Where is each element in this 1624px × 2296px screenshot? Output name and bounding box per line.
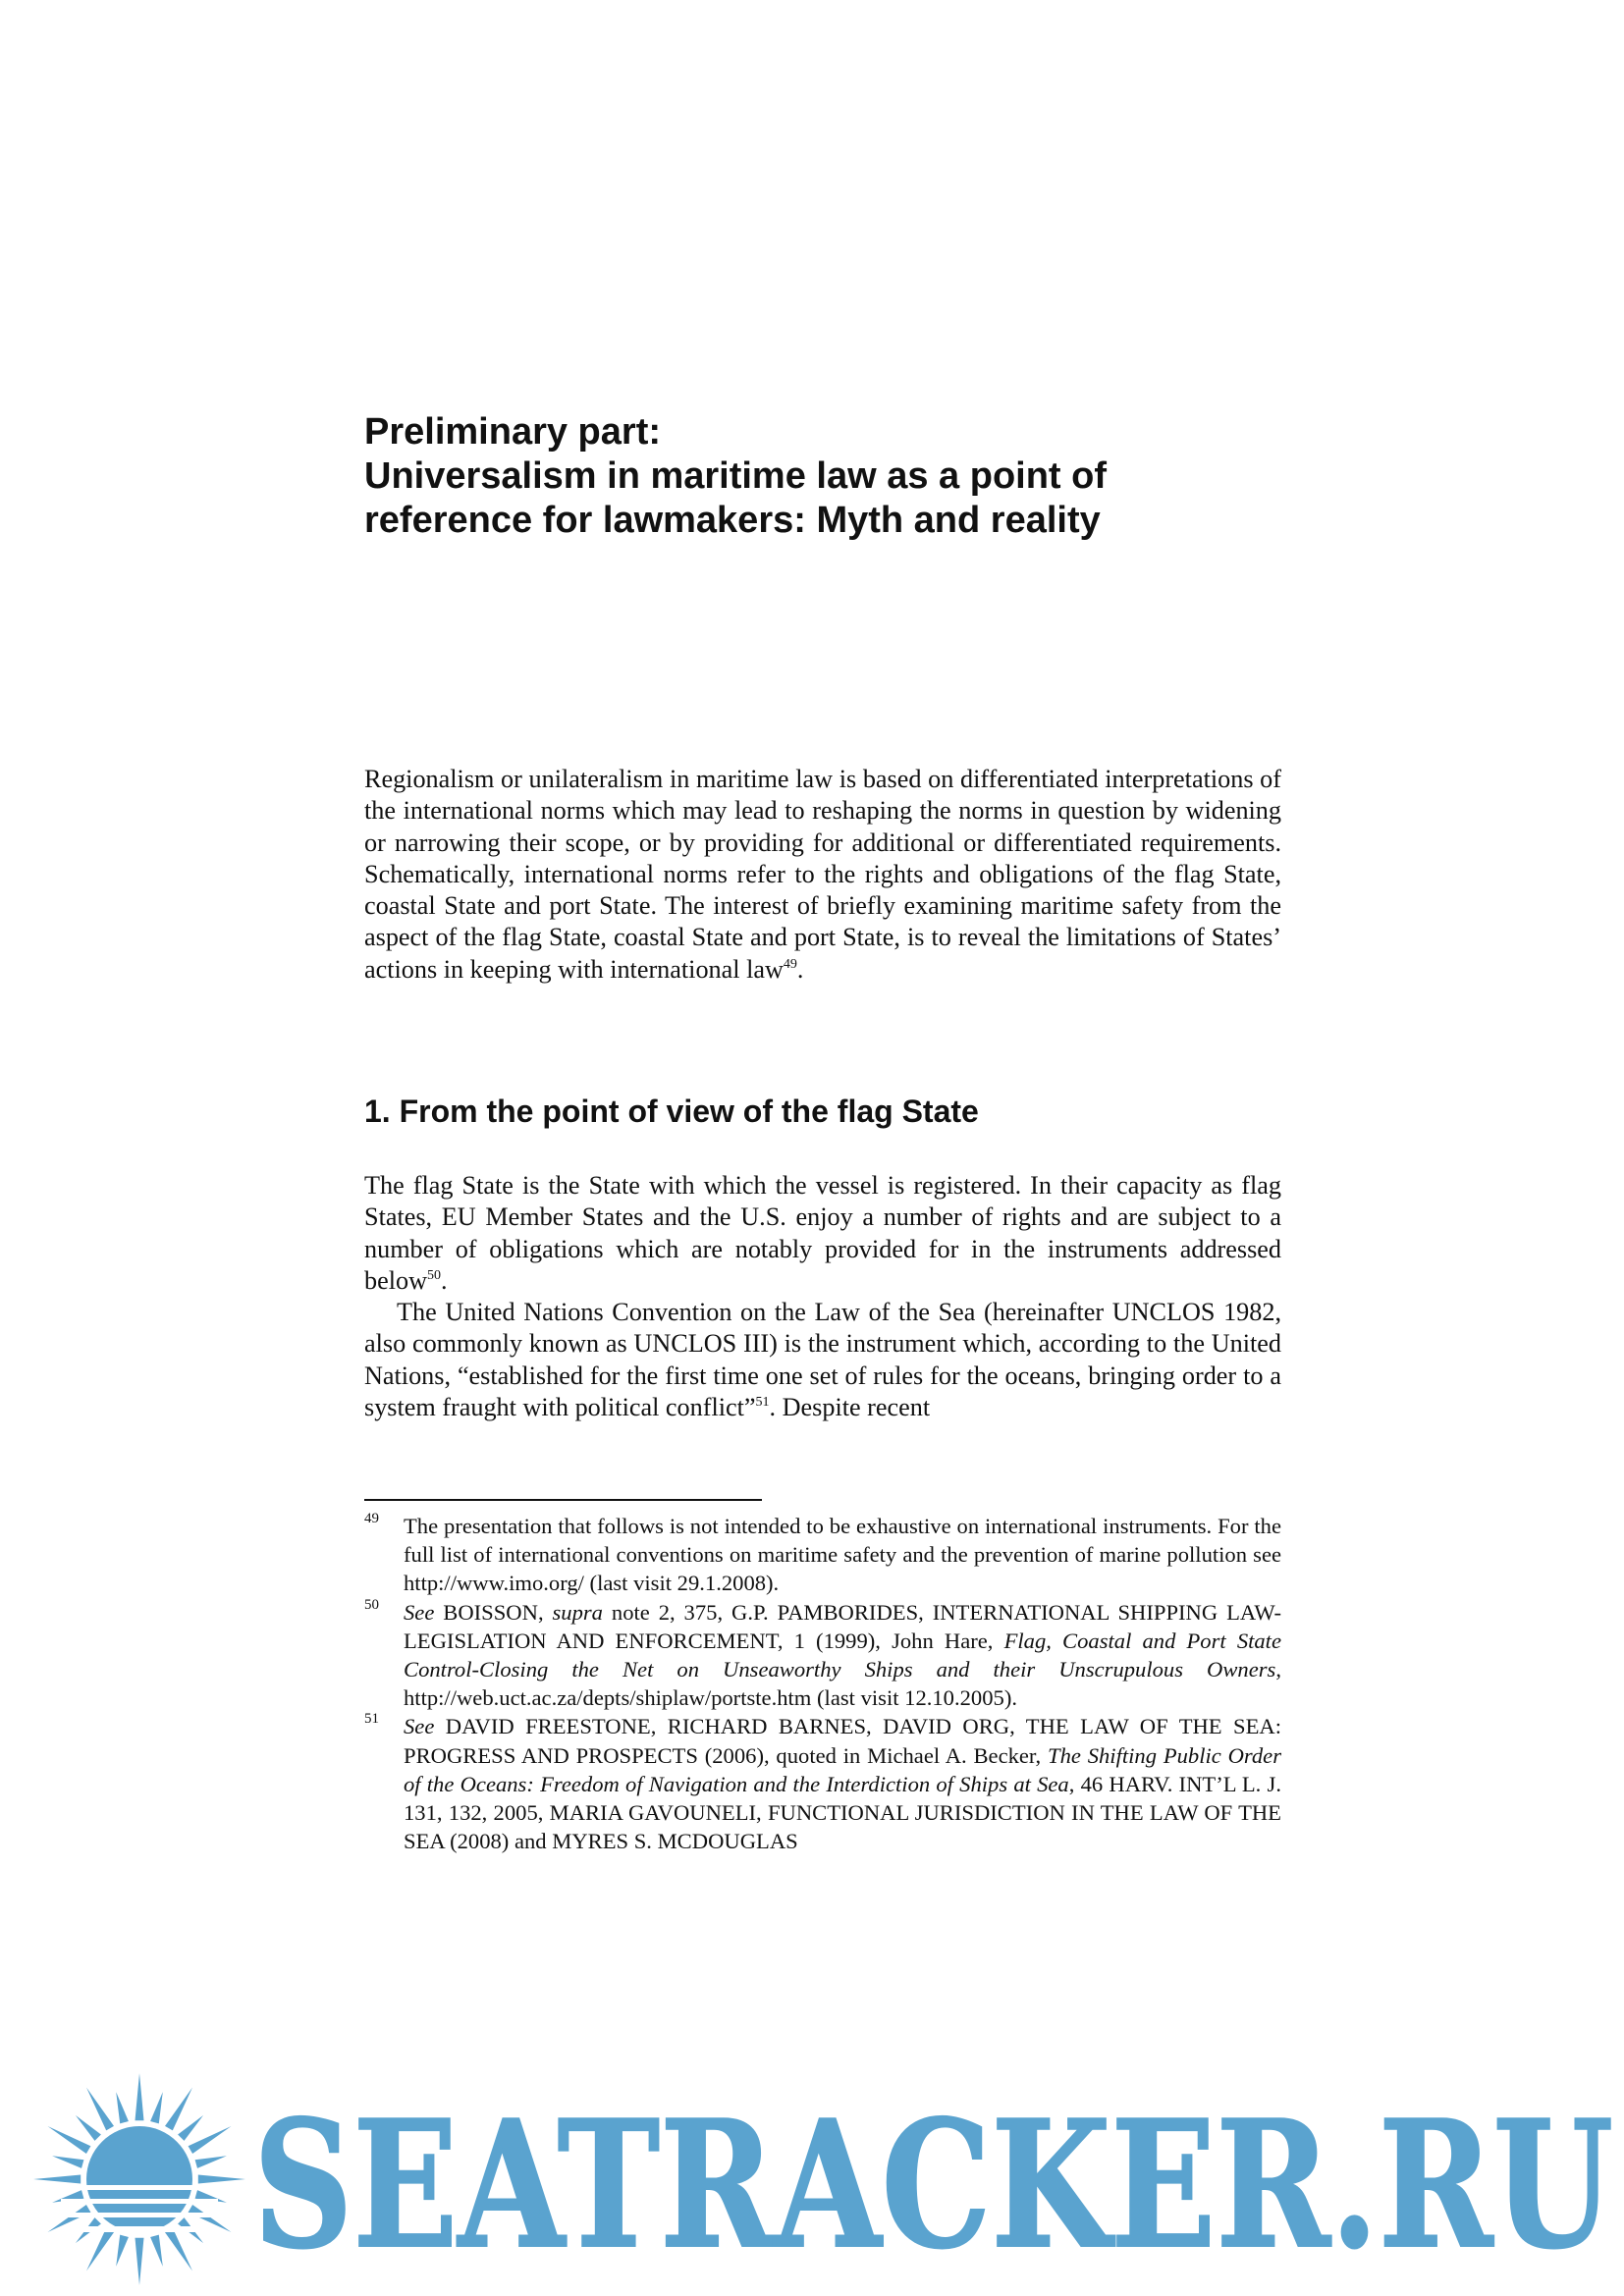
intro-paragraph <box>364 764 1281 986</box>
sun-ray <box>150 2235 163 2267</box>
sun-ray <box>198 2175 245 2184</box>
footnote-see: See <box>404 1599 435 1625</box>
sun-ray <box>86 2088 114 2131</box>
intro-end: . <box>796 954 804 984</box>
watermark <box>0 2061 1624 2296</box>
sun-ray <box>52 2156 83 2168</box>
section-body <box>364 1170 1281 1423</box>
footnote-ref-51[interactable]: 51 <box>755 1395 770 1411</box>
title-line-1: Preliminary part: <box>364 411 661 453</box>
footnote-text <box>404 1712 1281 1855</box>
sun-ray <box>135 2238 144 2285</box>
section-heading: 1. From the point of view of the flag State <box>364 1094 979 1129</box>
sun-ray <box>189 2126 232 2154</box>
paragraph-2-text: The United Nations Convention on the Law of the Sea (hereinafter UNCLOS 1982, also commonly known as UNCLOS III) is the instrument which, according to the United Nations, “established for the first time one set of rules for the oceans, bringing order to a system fraught with political conflict” <box>364 1298 1281 1422</box>
footnote-49 <box>364 1512 1281 1598</box>
section-paragraph-2 <box>364 1297 1281 1423</box>
sun-ray <box>48 2126 91 2154</box>
watermark-text <box>253 2099 1618 2266</box>
footnote-segment: DAVID FREESTONE, RICHARD BARNES, DAVID ORG, THE LAW OF THE SEA: PROGRESS AND PROSPECTS (2006), quoted in Michael A. Becker, <box>404 1714 1281 1768</box>
sun-ray <box>165 2228 192 2271</box>
footnote-segment: note 2, 375, G.P. PAMBORIDES, INTERNATIONAL SHIPPING LAW-LEGISLATION AND ENFORCEMENT, 1 (1999), John Hare, <box>404 1599 1281 1653</box>
sun-ray <box>178 2115 203 2141</box>
footnote-51 <box>364 1712 1281 1855</box>
footnote-see: See <box>404 1714 435 1739</box>
footnote-segment: BOISSON, <box>434 1599 553 1625</box>
paragraph-2-end: . Despite recent <box>769 1393 931 1422</box>
footnote-separator <box>364 1499 762 1501</box>
sun-ray <box>165 2088 192 2131</box>
footnote-number: 50 <box>364 1596 379 1613</box>
footnote-text: The presentation that follows is not intended to be exhaustive on international instruments. For the full list of international conventions on maritime safety and the prevention of marine pollution see http://www.imo.org/ (last visit 29.1.2008). <box>404 1514 1281 1596</box>
footnote-number: 49 <box>364 1511 379 1526</box>
intro-text: Regionalism or unilateralism in maritime law is based on differentiated interpretations of the international norms which may lead to reshaping the norms in question by widening or narrowing their scope, or by providing for additional or differentiated requirements. Schematically, international norms refer to the rights and obligations of the flag State, coastal State and port State. The interest of briefly examining maritime safety from the aspect of the flag State, coastal State and port State, is to reveal the limitations of States’ actions in keeping with international law <box>364 765 1281 984</box>
title-line-2: Universalism in maritime law as a point of <box>364 455 1108 497</box>
footnote-number: 51 <box>364 1711 379 1728</box>
footnote-supra: supra <box>552 1599 603 1625</box>
sun-ray <box>150 2092 163 2123</box>
footnote-ref-49[interactable]: 49 <box>783 956 797 972</box>
footnote-cited-title: The Shifting Public Order of the Oceans: Freedom of Navigation and the Interdiction of Ships at Sea <box>404 1742 1282 1796</box>
footnote-cited-title: Flag, Coastal and Port State Control-Closing the Net on Unseaworthy Ships and their Unscrupulous Owners <box>404 1628 1281 1682</box>
footnote-50 <box>364 1598 1281 1713</box>
paragraph-1-text: The flag State is the State with which the vessel is registered. In their capacity as flag States, EU Member States and the U.S. enjoy a number of rights and are subject to a number of obligations which are notably provided for in the instruments addressed below <box>364 1171 1281 1295</box>
paragraph-1-end: . <box>441 1265 448 1295</box>
sun-ray <box>33 2175 81 2184</box>
section-paragraph-1 <box>364 1170 1281 1297</box>
watermark-label: SEATRACKER.RU <box>253 2099 1613 2266</box>
sun-ray <box>135 2073 144 2120</box>
sun-ray <box>76 2115 101 2141</box>
footnote-segment: , http://web.uct.ac.za/depts/shiplaw/portste.htm (last visit 12.10.2005). <box>404 1657 1281 1711</box>
footnote-segment: , 46 HARV. INT’L L. J. 131, 132, 2005, MARIA GAVOUNELI, FUNCTIONAL JURISDICTION IN THE LAW OF THE SEA (2008) and MYRES S. MCDOUGLAS <box>404 1771 1281 1854</box>
sun-ray <box>195 2156 227 2168</box>
sun-ray <box>86 2228 114 2271</box>
sun-ray <box>116 2092 129 2123</box>
sun-logo-icon <box>22 2069 257 2285</box>
footnote-text <box>404 1598 1281 1713</box>
title-line-3: reference for lawmakers: Myth and reality <box>364 500 1101 541</box>
footnote-ref-50[interactable]: 50 <box>427 1267 441 1283</box>
chapter-title <box>364 410 1307 543</box>
footnotes <box>364 1512 1281 1855</box>
sun-ray <box>116 2235 129 2267</box>
